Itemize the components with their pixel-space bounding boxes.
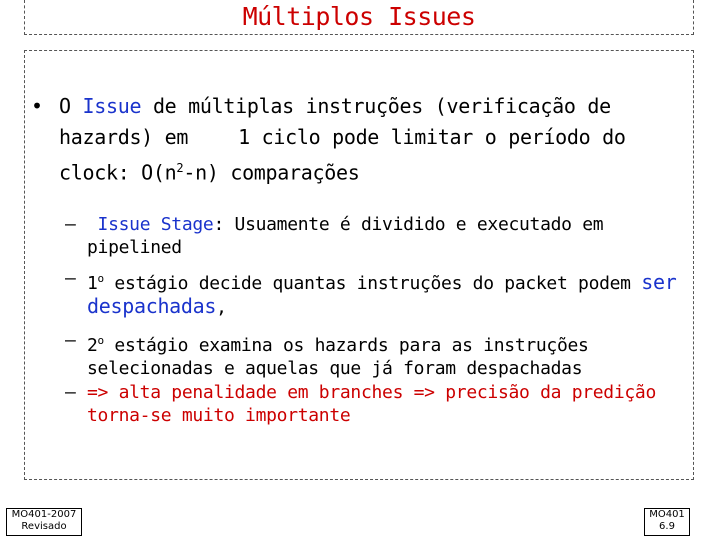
dash-icon: –	[65, 382, 76, 403]
bullet-dot-icon: •	[31, 94, 43, 118]
dash-icon: –	[65, 330, 76, 351]
main-bullet-text	[59, 91, 671, 189]
dash-icon: –	[65, 214, 76, 235]
footer-course: MO401	[649, 509, 685, 520]
content-frame	[24, 50, 694, 480]
sub-item-4-text: => alta penalidade em branches => precisão da predição torna-se muito importante	[87, 382, 656, 426]
sub-item-1-text	[87, 213, 685, 259]
sub-item-1	[65, 213, 685, 259]
sub-item-2-text	[87, 267, 685, 319]
sub-item-3-text	[87, 329, 685, 380]
ordinal-number: 2	[87, 335, 98, 356]
bullet-sup: 2	[176, 161, 184, 175]
ordinal-number: 1	[87, 273, 98, 294]
footer-revision: Revisado	[21, 521, 67, 532]
footer-slide-number	[644, 508, 690, 536]
sub-item-1-rest: : Usuamente é dividido e executado em pipelined	[87, 214, 604, 258]
footer-course-code: MO401-2007	[11, 509, 77, 520]
sub-item-4	[65, 381, 685, 427]
ordinal-sup: o	[97, 334, 104, 347]
issue-term: Issue	[82, 94, 142, 118]
sub-item-3-rest: estágio examina os hazards para as instruções selecionadas e aquelas que já foram despachadas	[87, 335, 589, 379]
footer-page: 6.9	[659, 521, 675, 532]
bullet-mid: de múltiplas instruções (verificação de hazards) em	[59, 94, 611, 149]
slide-title: Múltiplos Issues	[242, 2, 476, 31]
sub-item-3	[65, 329, 685, 380]
sub-item-2-end: ,	[216, 297, 227, 318]
footer-course-label	[6, 508, 82, 536]
title-frame	[24, 0, 694, 35]
despachadas-term: ser despachadas	[87, 270, 677, 318]
ordinal-sup: o	[97, 272, 104, 285]
sub-item-2	[65, 267, 685, 319]
sub-item-2-rest: estágio decide quantas instruções do packet podem	[103, 273, 642, 294]
dash-icon: –	[65, 268, 76, 289]
bullet-cycle: 1 ciclo pode limitar o período do clock: O(n	[59, 125, 626, 185]
bullet-post: -n) comparações	[183, 160, 360, 185]
bullet-pre: O	[59, 94, 83, 118]
main-bullet	[31, 91, 671, 189]
issue-stage-term: Issue Stage	[97, 214, 214, 235]
